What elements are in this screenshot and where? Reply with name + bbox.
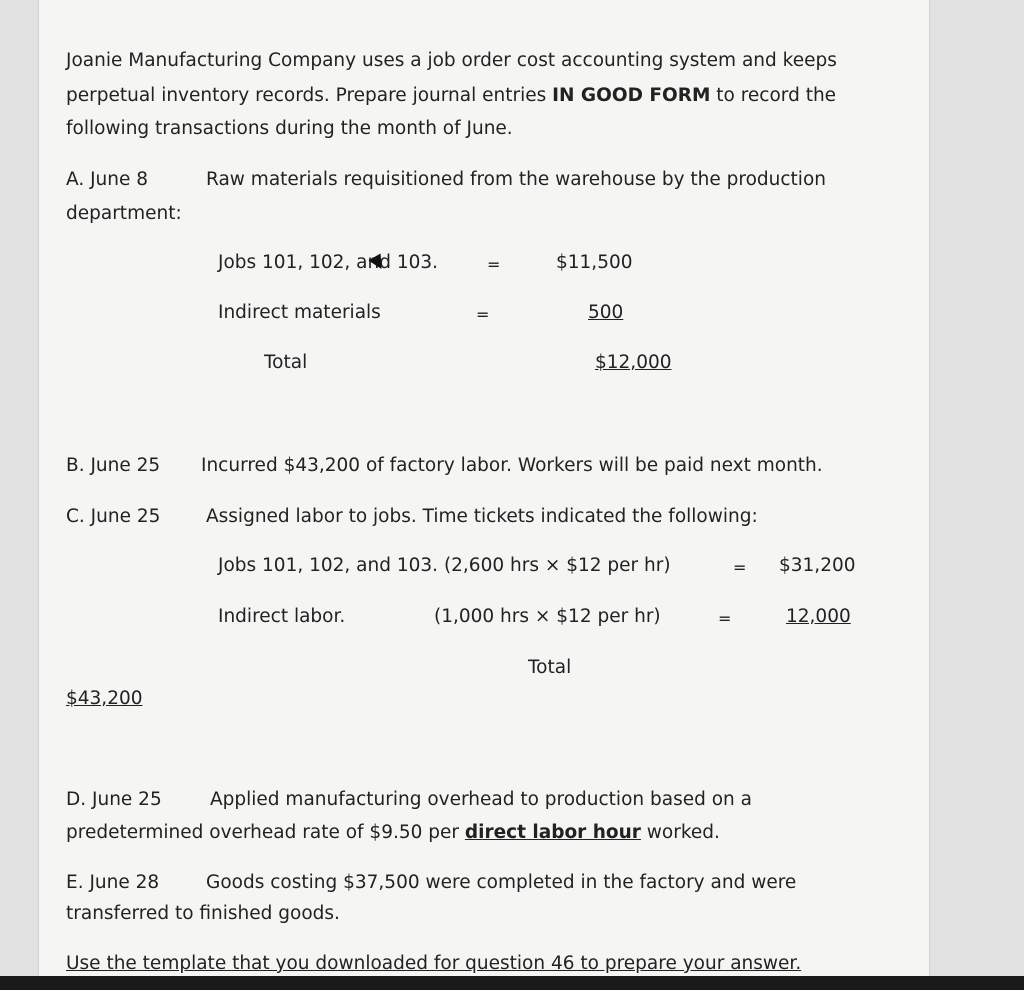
intro-line-2-end: to record the xyxy=(710,85,837,106)
intro-line-2 xyxy=(66,79,836,113)
c-row1-equals: = xyxy=(733,558,747,577)
a-total-value: $12,000 xyxy=(595,352,672,373)
item-a-label: A. June 8 xyxy=(66,169,149,190)
a-row2-value: 500 xyxy=(588,302,624,323)
c-row2-calc: (1,000 hrs × $12 per hr) xyxy=(434,606,661,627)
item-a-text-2: department: xyxy=(66,203,182,224)
intro-line-2-start: perpetual inventory records. Prepare journal entries xyxy=(66,85,553,106)
item-d-label: D. June 25 xyxy=(66,789,162,810)
c-total-value: $43,200 xyxy=(66,688,143,709)
item-d-text-1: Applied manufacturing overhead to production based on a xyxy=(210,789,752,810)
item-c-label: C. June 25 xyxy=(66,506,161,527)
a-row2-equals: = xyxy=(476,305,490,324)
a-row2-label: Indirect materials xyxy=(218,302,381,323)
item-d-text-2-start: predetermined overhead rate of $9.50 per xyxy=(66,822,465,843)
a-total-label: Total xyxy=(264,352,308,373)
bottom-bar xyxy=(0,976,1024,990)
c-total-label: Total xyxy=(528,657,572,678)
a-row1-equals: = xyxy=(487,255,501,274)
item-e-label: E. June 28 xyxy=(66,872,160,893)
item-e-text-2: transferred to finished goods. xyxy=(66,903,340,924)
template-instruction: Use the template that you downloaded for question 46 to prepare your answer. xyxy=(66,953,802,974)
c-row1-value: $31,200 xyxy=(779,555,856,576)
item-a-text-1: Raw materials requisitioned from the warehouse by the production xyxy=(206,169,826,190)
intro-line-3: following transactions during the month of June. xyxy=(66,118,513,139)
item-d-text-2-end: worked. xyxy=(640,822,720,843)
a-row1-value: $11,500 xyxy=(556,252,633,273)
item-b-text: Incurred $43,200 of factory labor. Workers will be paid next month. xyxy=(201,455,823,476)
a-row1-label: Jobs 101, 102, and 103. xyxy=(218,252,439,273)
direct-labor-hour-link[interactable]: direct labor hour xyxy=(464,822,641,843)
item-e-text-1: Goods costing $37,500 were completed in the factory and were xyxy=(206,872,797,893)
item-b-label: B. June 25 xyxy=(66,455,161,476)
item-d-text-2 xyxy=(66,816,720,850)
item-c-text: Assigned labor to jobs. Time tickets indicated the following: xyxy=(206,506,758,527)
c-row2-value: 12,000 xyxy=(786,606,851,627)
c-row1-label: Jobs 101, 102, and 103. (2,600 hrs × $12 per hr) xyxy=(218,555,671,576)
intro-line-1: Joanie Manufacturing Company uses a job order cost accounting system and keeps xyxy=(66,50,837,71)
c-row2-label: Indirect labor. xyxy=(218,606,346,627)
intro-emphasis: IN GOOD FORM xyxy=(552,85,711,106)
c-row2-equals: = xyxy=(718,609,732,628)
